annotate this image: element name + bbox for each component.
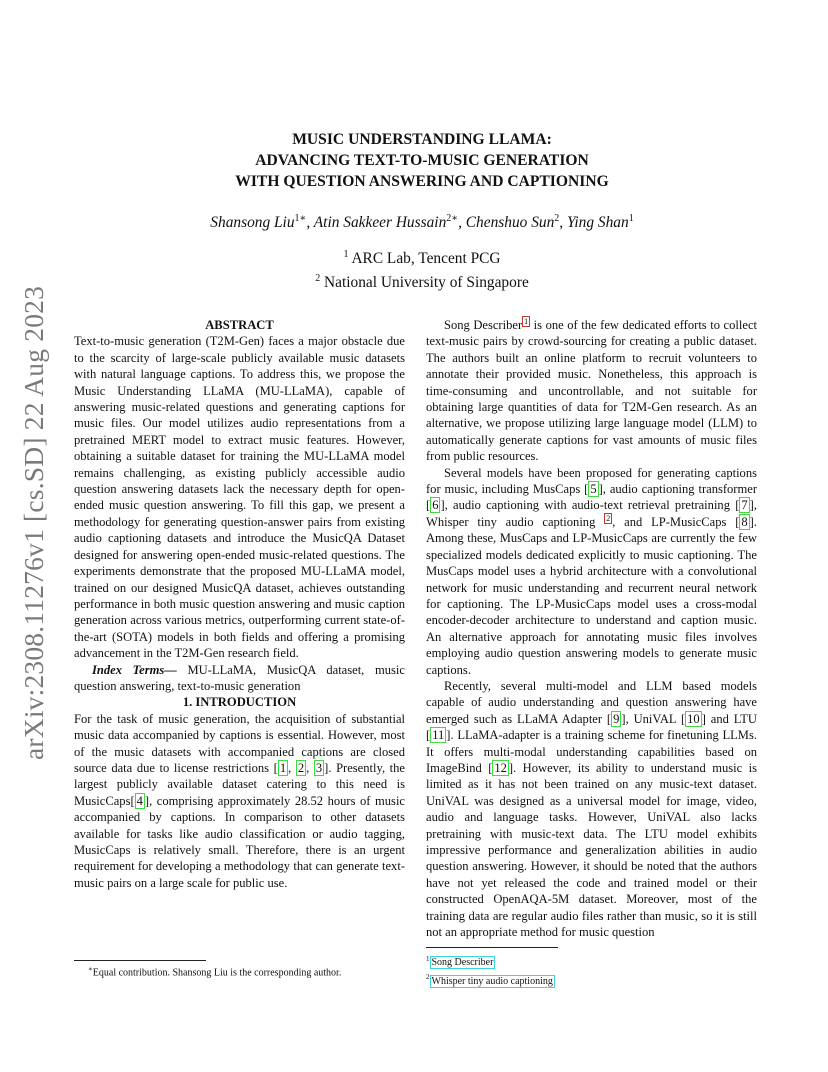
citation-link[interactable]: 11 bbox=[432, 728, 445, 743]
title-line-1: MUSIC UNDERSTANDING LLAMA: bbox=[292, 131, 552, 148]
citation-link[interactable]: 10 bbox=[687, 711, 700, 726]
author-mark: 1∗ bbox=[294, 213, 307, 224]
footnote-item: $^2$ Whisper tiny audio captioning bbox=[426, 973, 553, 987]
intro-paragraph-1: For the task of music generation, the acquisition of substantial music data accompanied by captions is essential. However, most of the music datasets with accompanied captions are closed source data due to license restrictions [ 1 , 2 , 3 ]. Presently, the largest publicly available dataset catering to this need is MusicCaps[ 4 ], comprising approximately 28.52 hours of music accompanied by captions. In comparison to other datasets available for tasks like audio classification or audio tagging, MusicCaps is relatively small. Therefore, there is an urgent requirement for developing a methodology that can generate text-music pairs on a large scale for public use. bbox=[74, 711, 405, 890]
author-mark: 2∗ bbox=[446, 213, 459, 224]
intro-paragraph-3: Several models have been proposed for generating captions for music, including MusCaps [ 5 ], audio captioning transformer [ 6 ], audio captioning with audio-text retrieval pretraining [ 7 ], Whisper tiny audio captioning $^2$ , and LP-MusicCaps [ 8 ]. Among these, MusCaps and LP-MusicCaps are currently the few specialized models dedicated explicitly to music captioning. The MusCaps model uses a hybrid architecture with a convolutional network for music understanding and recurrent neural network for captioning. The LP-MusicCaps model uses a cross-modal encoder-decoder architecture to understand and caption music. An alternative approach for annotating music files involves employing audio question answering models to generate music captions. bbox=[426, 465, 757, 677]
footnote-url-link[interactable]: Whisper tiny audio captioning bbox=[431, 975, 553, 987]
footnote-ref-link[interactable]: 2 bbox=[606, 513, 611, 523]
author-name: Atin Sakkeer Hussain bbox=[313, 214, 447, 232]
citation-link[interactable]: 12 bbox=[494, 760, 507, 775]
footnote-rule bbox=[426, 947, 558, 948]
citation-link[interactable]: 7 bbox=[741, 498, 748, 513]
arxiv-identifier: arXiv:2308.11276v1 [cs.SD] 22 Aug 2023 bbox=[18, 285, 49, 760]
citation-link[interactable]: 6 bbox=[432, 498, 439, 513]
affiliation: $^1$ ARC Lab, Tencent PCG bbox=[343, 249, 501, 268]
title-line-3: WITH QUESTION ANSWERING AND CAPTIONING bbox=[235, 173, 609, 190]
abstract-text: Text-to-music generation (T2M-Gen) faces a major obstacle due to the scarcity of large-scale publicly available music datasets with natural language captions. To address this, we propose the Music Understanding LLaMA (MU-LLaMA), capable of answering music-related questions and generating captions for music files. Our model utilizes audio representations from a pretrained MERT model to extract music features. However, obtaining a suitable dataset for training the MU-LLaMA model remains challenging, as existing publicly accessible audio question answering datasets lack the necessary depth for open-ended music question answering. To fill this gap, we present a methodology for generating question-answer pairs from existing audio captioning datasets and introduce the MusicQA Dataset designed for answering open-ended music-related questions. The experiments demonstrate that the proposed MU-LLaMA model, trained on our designed MusicQA dataset, achieves outstanding performance in both music question answering and music caption generation across various metrics, outperforming current state-of-the-art (SOTA) models in both fields and offering a promising advancement in the T2M-Gen research field. bbox=[74, 334, 405, 661]
index-terms-label: Index Terms— bbox=[92, 662, 177, 677]
citation-link[interactable]: 5 bbox=[590, 482, 597, 497]
title-block bbox=[150, 129, 694, 293]
author-mark: 2 bbox=[554, 213, 560, 224]
section-heading-introduction: 1. INTRODUCTION bbox=[182, 695, 297, 710]
footnote-ref-link[interactable]: 1 bbox=[524, 316, 529, 326]
footnotes-right bbox=[426, 947, 757, 989]
right-column bbox=[426, 317, 757, 940]
author-list: Shansong Liu$^{1∗}$, Atin Sakkeer Hussain$^{2∗}$, Chenshuo Sun$^2$, Ying Shan$^1$ bbox=[210, 213, 634, 232]
intro-paragraph-4: Recently, several multi-model and LLM based models capable of audio understanding and question answering have emerged such as LLaMA Adapter [ 9 ], UniVAL [ 10 ] and LTU [ 11 ]. LLaMA-adapter is a training scheme for finetuning LLMs. It offers multi-modal understanding capabilities based on ImageBind [ 12 ]. However, its ability to understand music is limited as it has not been trained on any music-text dataset. UniVAL was designed as a universal model for image, video, audio and language tasks. However, UniVAL also lacks pretraining with music-text data. The LTU model exhibits impressive performance and generalization abilities in audio question answering. However, it should be noted that the authors have not yet released the code and trained model or their constructed OpenAQA-5M dataset. Moreover, most of the training data are regular audio files rather than music, so it is still not an appropriate method for music question bbox=[426, 678, 757, 940]
footnote-url-link[interactable]: Song Describer bbox=[431, 957, 494, 969]
affiliation: $^2$ National University of Singapore bbox=[315, 273, 529, 292]
citation-link[interactable]: 3 bbox=[315, 760, 323, 775]
index-terms-text: MU-LLaMA, MusicQA dataset, music question answering, text-to-music generation bbox=[74, 662, 405, 693]
abstract-heading: ABSTRACT bbox=[205, 318, 274, 332]
title-line-2: ADVANCING TEXT-TO-MUSIC GENERATION bbox=[255, 152, 589, 169]
citation-link[interactable]: 2 bbox=[297, 760, 305, 775]
paper-title bbox=[150, 129, 694, 192]
citation-link[interactable]: 1 bbox=[279, 760, 287, 775]
footnote-item: $^1$ Song Describer bbox=[426, 955, 494, 969]
footnote-left bbox=[74, 960, 405, 978]
citation-link[interactable]: 4 bbox=[136, 793, 143, 808]
left-column bbox=[74, 317, 405, 891]
author-name: Chenshuo Sun bbox=[465, 214, 555, 232]
citation-link[interactable]: 8 bbox=[741, 514, 748, 529]
author-name: Ying Shan bbox=[566, 214, 629, 232]
footnote-rule bbox=[74, 960, 206, 961]
author-mark: 1 bbox=[628, 213, 634, 224]
author-name: Shansong Liu bbox=[210, 214, 295, 232]
affiliations bbox=[150, 245, 694, 293]
intro-paragraph-2: Song Describer $^1$ is one of the few dedicated efforts to collect text-music pairs by crowd-sourcing for creating a public dataset. The authors built an online platform to recruit volunteers to annotate their provided music. Nonetheless, this approach is time-consuming and uncontrollable, and not suitable for obtaining large quantities of data for T2M-Gen research. As an alternative, we propose utilizing large language model (LLM) to automatically generate captions for vast amounts of music files from public resources. bbox=[426, 316, 757, 464]
footnote-text: ∗Equal contribution. Shansong Liu is the corresponding author. bbox=[88, 965, 342, 979]
citation-link[interactable]: 9 bbox=[613, 711, 620, 726]
index-terms bbox=[74, 662, 405, 695]
